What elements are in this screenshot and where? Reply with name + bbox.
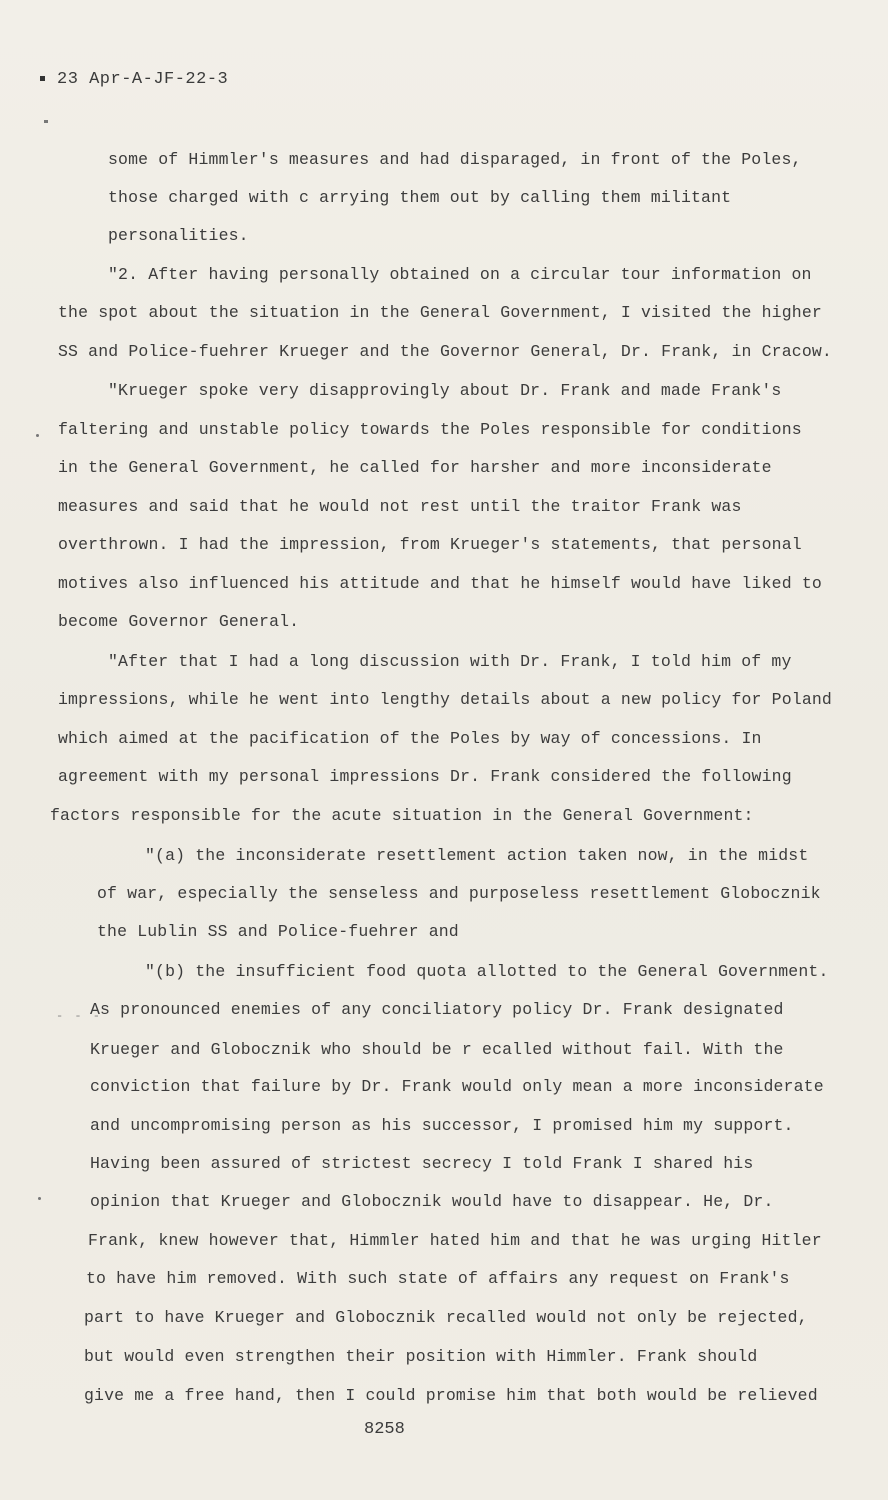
text-line: part to have Krueger and Globocznik recalled would not only be rejected, (84, 1308, 808, 1327)
text-line: give me a free hand, then I could promise him that both would be relieved (84, 1386, 818, 1405)
page-number: 8258 (364, 1420, 405, 1439)
text-line: motives also influenced his attitude and that he himself would have liked to (58, 574, 822, 593)
text-line: faltering and unstable policy towards the Poles responsible for conditions (58, 420, 802, 439)
text-line: the Lublin SS and Police-fuehrer and (97, 922, 459, 941)
text-line: but would even strengthen their position with Himmler. Frank should (84, 1347, 758, 1366)
reference-code: 23 Apr-A-JF-22-3 (57, 70, 229, 89)
text-line: in the General Government, he called for harsher and more inconsiderate (58, 458, 772, 477)
text-line: personalities. (108, 226, 249, 245)
text-line: to have him removed. With such state of affairs any request on Frank's (86, 1269, 790, 1288)
text-line: "2. After having personally obtained on a circular tour information on (108, 265, 812, 284)
text-line: some of Himmler's measures and had disparaged, in front of the Poles, (108, 150, 802, 169)
text-line: "After that I had a long discussion with Dr. Frank, I told him of my (108, 652, 792, 671)
text-line: "Krueger spoke very disapprovingly about Dr. Frank and made Frank's (108, 381, 782, 400)
text-line: and uncompromising person as his successor, I promised him my support. (90, 1116, 794, 1135)
text-line: which aimed at the pacification of the Poles by way of concessions. In (58, 729, 762, 748)
text-line: agreement with my personal impressions Dr. Frank considered the following (58, 767, 792, 786)
document-reference-header (40, 70, 228, 89)
text-line: Krueger and Globocznik who should be r ecalled without fail. With the (90, 1040, 784, 1059)
text-line: Having been assured of strictest secrecy I told Frank I shared his (90, 1154, 754, 1173)
margin-speck (38, 1197, 41, 1200)
text-line: the spot about the situation in the General Government, I visited the higher (58, 303, 822, 322)
text-line: factors responsible for the acute situation in the General Government: (50, 806, 754, 825)
text-line: become Governor General. (58, 612, 300, 631)
text-line: Frank, knew however that, Himmler hated him and that he was urging Hitler (88, 1231, 822, 1250)
text-line: conviction that failure by Dr. Frank would only mean a more inconsiderate (90, 1077, 824, 1096)
text-line: impressions, while he went into lengthy details about a new policy for Poland (58, 690, 832, 709)
text-line: "(b) the insufficient food quota allotted to the General Government. (145, 962, 829, 981)
text-line: those charged with c arrying them out by calling them militant (108, 188, 732, 207)
text-line: of war, especially the senseless and purposeless resettlement Globocznik (97, 884, 821, 903)
text-line: overthrown. I had the impression, from Krueger's statements, that personal (58, 535, 802, 554)
margin-speck (36, 434, 39, 437)
text-line: SS and Police-fuehrer Krueger and the Governor General, Dr. Frank, in Cracow. (58, 342, 832, 361)
margin-mark (44, 120, 48, 123)
text-line: opinion that Krueger and Globocznik would have to disappear. He, Dr. (90, 1192, 774, 1211)
stray-dash-marks: - - - (56, 1009, 103, 1023)
text-line: "(a) the inconsiderate resettlement action taken now, in the midst (145, 846, 809, 865)
text-line: measures and said that he would not rest until the traitor Frank was (58, 497, 742, 516)
bullet-mark (40, 76, 45, 81)
text-line: As pronounced enemies of any conciliatory policy Dr. Frank designated (90, 1000, 784, 1019)
